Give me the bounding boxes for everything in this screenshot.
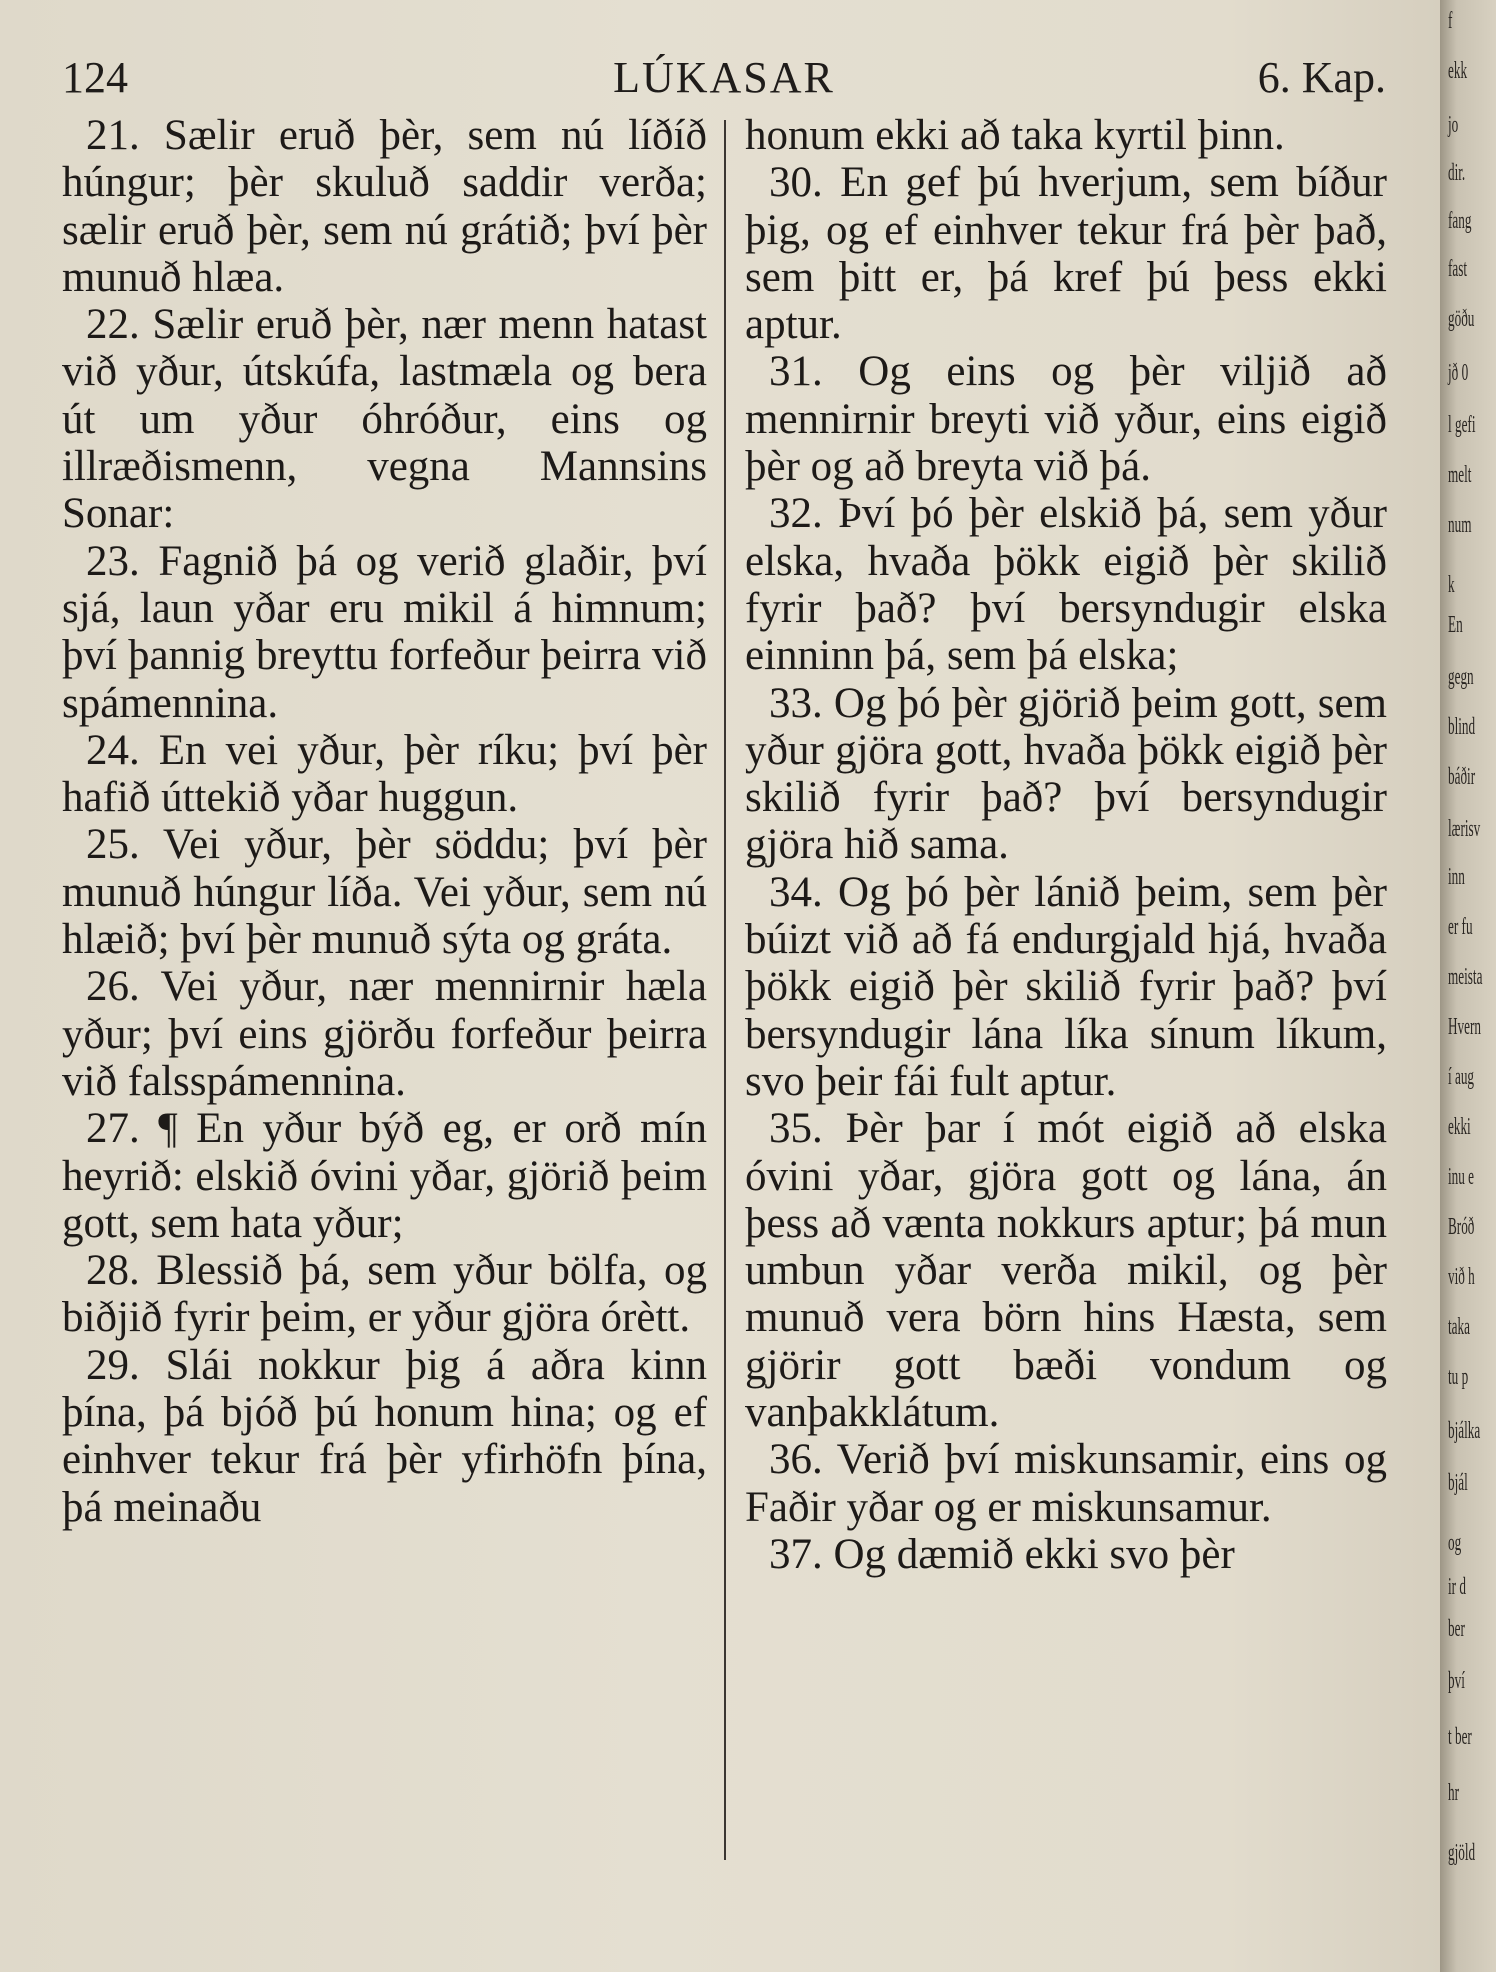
facing-page-fragment: því: [1448, 1668, 1465, 1694]
facing-page-fragment: báðir: [1448, 764, 1476, 790]
verse-text: Og þó þèr gjörið þeim gott, sem yður gjöra gott, hvaða þökk eigið þèr skilið fyrir það? því bersyndugir gjöra hið sama.: [745, 679, 1387, 869]
facing-page-fragment: hr: [1448, 1780, 1459, 1806]
verse-number: 33.: [769, 679, 823, 727]
verse-text: Slái nokkur þig á aðra kinn þína, þá bjóð þú honum hina; og ef einhver tekur frá þèr yfirhöfn þína, þá meinaðu: [62, 1341, 708, 1531]
verse-text: Vei yður, nær mennirnir hæla yður; því eins gjörðu forfeður þeirra við falsspámennina.: [62, 963, 707, 1105]
book-title: LÚKASAR: [613, 53, 835, 102]
verse-paragraph: [745, 869, 1387, 1105]
verse-text: En vei yður, þèr ríku; því þèr hafið úttekið yðar huggun.: [62, 726, 708, 822]
verse-text: Verið því miskunsamir, eins og Faðir yðar og er miskunsamur.: [745, 1436, 1387, 1531]
verse-paragraph: [62, 1105, 707, 1247]
facing-page-fragment: er fu: [1448, 914, 1473, 940]
facing-page-fragment: blind: [1448, 714, 1476, 740]
verse-paragraph: [745, 680, 1387, 869]
verse-paragraph: [62, 112, 707, 301]
verse-number: 26.: [86, 963, 140, 1011]
verse-number: 35.: [769, 1105, 823, 1153]
facing-page-fragment: Bróð: [1448, 1214, 1475, 1240]
facing-page-fragment: dir.: [1448, 160, 1466, 186]
facing-page-fragment: ber: [1448, 1616, 1465, 1642]
facing-page-fragment: f: [1448, 8, 1453, 34]
verse-paragraph: [745, 490, 1387, 679]
verse-paragraph: [62, 963, 707, 1105]
running-header: [62, 52, 1386, 108]
verse-number: 21.: [86, 112, 140, 159]
verse-text: Því þó þèr elskið þá, sem yður elska, hvaða þökk eigið þèr skilið fyrir það? því bersyndugir elska einninn þá, sem þá elska;: [745, 490, 1387, 680]
verse-paragraph: [745, 1531, 1387, 1578]
verse-text: En gef þú hverjum, sem bíður þig, og ef einhver tekur frá þèr það, sem þitt er, þá kref þú þess ekki aptur.: [745, 159, 1387, 349]
verse-number: 25.: [86, 821, 140, 869]
facing-page-fragment: gegn: [1448, 664, 1474, 690]
facing-page-edge: [1440, 0, 1496, 1972]
verse-text: Og dæmið ekki svo þèr: [833, 1530, 1235, 1578]
facing-page-fragment: l gefi: [1448, 412, 1476, 438]
facing-page-fragment: bjál: [1448, 1470, 1468, 1496]
facing-page-fragment: meista: [1448, 964, 1483, 990]
verse-continuation: honum ekki að taka kyrtil þinn.: [745, 112, 1285, 159]
facing-page-fragment: num: [1448, 512, 1472, 538]
verse-text: Þèr þar í mót eigið að elska óvini yðar, gjöra gott og lána, án þess að vænta nokkurs aptur; þá mun umbun yðar verða mikil, og þèr munuð vera börn hins Hæsta, sem gjörir gott bæði vondum og vanþakklátum.: [745, 1105, 1387, 1437]
facing-page-fragment: jo: [1448, 112, 1459, 138]
verse-number: 28.: [86, 1247, 140, 1295]
facing-page-fragment: bjálka: [1448, 1418, 1481, 1444]
facing-page-fragment: jð 0: [1448, 360, 1469, 386]
verse-text: Vei yður, þèr söddu; því þèr munuð húngur líða. Vei yður, sem nú hlæið; því þèr munuð sýta og gráta.: [62, 821, 707, 964]
facing-page-fragment: við h: [1448, 1264, 1475, 1290]
facing-page-fragment: k: [1448, 572, 1455, 598]
facing-page-fragment: gjöld: [1448, 1840, 1476, 1866]
facing-page-fragment: göðu: [1448, 306, 1475, 332]
verse-paragraph: [745, 1436, 1387, 1531]
verse-number: 24.: [86, 726, 140, 774]
verse-number: 34.: [769, 868, 823, 916]
verse-text: Og þó þèr lánið þeim, sem þèr búizt við að fá endurgjald hjá, hvaða þökk eigið þèr skilið fyrir það? því bersyndugir lána líka sínum líkum, svo þeir fái fult aptur.: [745, 868, 1388, 1105]
verse-number: 30.: [769, 159, 823, 207]
facing-page-fragment: ekk: [1448, 58, 1468, 84]
verse-paragraph: [62, 821, 707, 963]
verse-number: 23.: [86, 537, 140, 585]
chapter-label: 6. Kap.: [1257, 53, 1386, 102]
verse-paragraph: [62, 727, 707, 822]
verse-text: Og eins og þèr viljið að mennirnir breyti við yður, eins eigið þèr og að breyta við þá.: [745, 348, 1387, 491]
verse-text: Sælir eruð þèr, nær menn hatast við yður, útskúfa, lastmæla og bera út um yður óhróður, eins og illræðismenn, vegna Mannsins Sonar:: [62, 301, 708, 538]
verse-paragraph: [62, 538, 707, 727]
facing-page-fragment: ekki: [1448, 1114, 1471, 1140]
verse-text: Blessið þá, sem yður bölfa, og biðjið fyrir þeim, er yður gjöra órètt.: [62, 1247, 707, 1342]
facing-page-fragment: t ber: [1448, 1724, 1472, 1750]
facing-page-fragment: í aug: [1448, 1064, 1475, 1090]
right-column: [745, 112, 1387, 1578]
facing-page-fragment: melt: [1448, 462, 1472, 488]
verse-paragraph: [62, 1247, 707, 1342]
column-divider: [724, 120, 726, 1860]
verse-paragraph: [745, 348, 1387, 490]
verse-number: 31.: [769, 348, 823, 396]
facing-page-fragment: inu e: [1448, 1164, 1475, 1190]
facing-page-fragment: inn: [1448, 864, 1465, 890]
verse-number: 36.: [769, 1436, 823, 1484]
facing-page-fragment: Hvern: [1448, 1014, 1481, 1040]
facing-page-fragment: ir d: [1448, 1574, 1466, 1600]
verse-text: Fagnið þá og verið glaðir, því sjá, laun yðar eru mikil á himnum; því þannig breyttu forfeður þeirra við spámennina.: [62, 537, 707, 727]
verse-number: 29.: [86, 1341, 140, 1389]
facing-page-fragment: En: [1448, 612, 1463, 638]
verse-number: 37.: [769, 1530, 823, 1578]
verse-paragraph: [745, 1105, 1387, 1436]
verse-number: 27. ¶: [86, 1105, 178, 1153]
verse-paragraph: [745, 159, 1387, 348]
facing-page-fragment: taka: [1448, 1314, 1470, 1340]
verse-text: En yður býð eg, er orð mín heyrið: elskið óvini yðar, gjörið þeim gott, sem hata yður;: [62, 1105, 707, 1247]
facing-page-fragment: og: [1448, 1530, 1462, 1556]
verse-paragraph: [62, 1342, 707, 1531]
facing-page-fragment: tu p: [1448, 1364, 1469, 1390]
facing-page-fragment: fang: [1448, 208, 1472, 234]
verse-number: 22.: [86, 301, 140, 349]
facing-page-fragment: fast: [1448, 256, 1468, 282]
verse-text: Sælir eruð þèr, sem nú líðíð húngur; þèr skuluð saddir verða; sælir eruð þèr, sem nú grátið; því þèr munuð hlæa.: [62, 112, 707, 301]
facing-page-fragment: lærisv: [1448, 816, 1481, 842]
left-column: [62, 112, 707, 1531]
verse-paragraph: [62, 301, 707, 537]
verse-number: 32.: [769, 490, 823, 538]
page-number: 124: [62, 53, 128, 102]
